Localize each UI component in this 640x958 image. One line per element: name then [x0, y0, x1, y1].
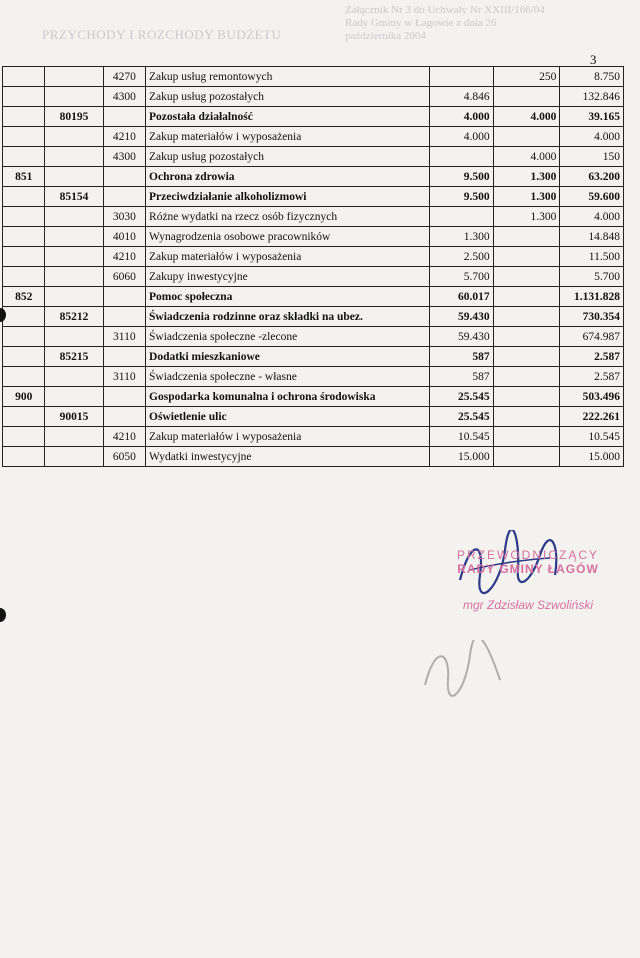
chapter-cell [45, 247, 103, 267]
chapter-cell [45, 367, 103, 387]
table-row [3, 67, 624, 87]
chapter-cell [45, 207, 103, 227]
decrease-cell: 10.545 [430, 427, 494, 447]
decrease-cell: 587 [430, 367, 494, 387]
section-cell [3, 227, 45, 247]
section-cell: 900 [3, 387, 45, 407]
amount-cell: 674.987 [560, 327, 624, 347]
amount-cell: 2.587 [560, 367, 624, 387]
amount-cell: 2.587 [560, 347, 624, 367]
name-cell: Zakup materiałów i wyposażenia [146, 247, 430, 267]
chapter-cell [45, 167, 103, 187]
decrease-cell: 4.000 [430, 107, 494, 127]
section-cell: 851 [3, 167, 45, 187]
chapter-cell [45, 327, 103, 347]
increase-cell: 1.300 [493, 167, 560, 187]
table-row [3, 187, 624, 207]
amount-cell: 730.354 [560, 307, 624, 327]
section-cell [3, 127, 45, 147]
decrease-cell: 1.300 [430, 227, 494, 247]
table-row [3, 227, 624, 247]
amount-cell: 5.700 [560, 267, 624, 287]
decrease-cell: 60.017 [430, 287, 494, 307]
section-cell: 852 [3, 287, 45, 307]
table-row [3, 207, 624, 227]
paragraph-cell: 4010 [103, 227, 145, 247]
paragraph-cell: 6060 [103, 267, 145, 287]
table-row [3, 147, 624, 167]
section-cell [3, 307, 45, 327]
table-row [3, 87, 624, 107]
paragraph-cell [103, 347, 145, 367]
chapter-cell [45, 127, 103, 147]
section-cell [3, 247, 45, 267]
name-cell: Ochrona zdrowia [146, 167, 430, 187]
increase-cell: 1.300 [493, 187, 560, 207]
section-cell [3, 267, 45, 287]
decrease-cell: 59.430 [430, 307, 494, 327]
budget-table [2, 66, 624, 467]
chapter-cell [45, 387, 103, 407]
chapter-cell [45, 147, 103, 167]
section-cell [3, 327, 45, 347]
ghost-signature-icon [420, 640, 510, 700]
table-row [3, 327, 624, 347]
name-cell: Przeciwdziałanie alkoholizmowi [146, 187, 430, 207]
amount-cell: 1.131.828 [560, 287, 624, 307]
decrease-cell: 9.500 [430, 167, 494, 187]
increase-cell [493, 267, 560, 287]
increase-cell [493, 247, 560, 267]
table-row [3, 407, 624, 427]
paragraph-cell: 4210 [103, 427, 145, 447]
name-cell: Świadczenia społeczne -zlecone [146, 327, 430, 347]
name-cell: Zakupy inwestycyjne [146, 267, 430, 287]
decrease-cell: 9.500 [430, 187, 494, 207]
table-row [3, 447, 624, 467]
table-row [3, 287, 624, 307]
increase-cell [493, 87, 560, 107]
amount-cell: 150 [560, 147, 624, 167]
name-cell: Zakup usług remontowych [146, 67, 430, 87]
name-cell: Gospodarka komunalna i ochrona środowiska [146, 387, 430, 407]
table-row [3, 367, 624, 387]
decrease-cell: 4.000 [430, 127, 494, 147]
chapter-cell: 85212 [45, 307, 103, 327]
chapter-cell [45, 427, 103, 447]
paragraph-cell: 6050 [103, 447, 145, 467]
chapter-cell [45, 267, 103, 287]
increase-cell: 250 [493, 67, 560, 87]
amount-cell: 4.000 [560, 127, 624, 147]
increase-cell [493, 307, 560, 327]
paragraph-cell: 3030 [103, 207, 145, 227]
amount-cell: 11.500 [560, 247, 624, 267]
stamp-line-2: RADY GMINY ŁAGÓW [457, 562, 599, 576]
stamp-line-3: mgr Zdzisław Szwoliński [462, 598, 594, 612]
amount-cell: 222.261 [560, 407, 624, 427]
ghost-subtitle: Załącznik Nr 3 do Uchwały Nr XXIII/166/04 Rady Gminy w Łagowie z dnia 26 października 2004 [345, 4, 545, 42]
punch-hole-icon [0, 608, 6, 622]
section-cell [3, 187, 45, 207]
increase-cell [493, 447, 560, 467]
paragraph-cell [103, 387, 145, 407]
paragraph-cell: 4300 [103, 87, 145, 107]
table-row [3, 387, 624, 407]
decrease-cell: 4.846 [430, 87, 494, 107]
paragraph-cell: 3110 [103, 327, 145, 347]
stamp-line-1: PRZEWODNICZĄCY [457, 548, 599, 562]
increase-cell: 1.300 [493, 207, 560, 227]
paragraph-cell [103, 407, 145, 427]
chapter-cell [45, 67, 103, 87]
increase-cell: 4.000 [493, 147, 560, 167]
section-cell [3, 67, 45, 87]
amount-cell: 14.848 [560, 227, 624, 247]
decrease-cell [430, 147, 494, 167]
chapter-cell [45, 287, 103, 307]
name-cell: Oświetlenie ulic [146, 407, 430, 427]
amount-cell: 10.545 [560, 427, 624, 447]
name-cell: Świadczenia społeczne - własne [146, 367, 430, 387]
paragraph-cell [103, 187, 145, 207]
paragraph-cell [103, 167, 145, 187]
name-cell: Zakup usług pozostałych [146, 147, 430, 167]
decrease-cell: 15.000 [430, 447, 494, 467]
amount-cell: 15.000 [560, 447, 624, 467]
ghost-title: PRZYCHODY I ROZCHODY BUDŻETU [42, 27, 282, 42]
chapter-cell [45, 227, 103, 247]
paragraph-cell: 3110 [103, 367, 145, 387]
name-cell: Świadczenia rodzinne oraz składki na ubez. [146, 307, 430, 327]
table-row [3, 267, 624, 287]
decrease-cell: 25.545 [430, 407, 494, 427]
increase-cell [493, 407, 560, 427]
table-row [3, 107, 624, 127]
chapter-cell [45, 447, 103, 467]
name-cell: Zakup materiałów i wyposażenia [146, 427, 430, 447]
table-row [3, 307, 624, 327]
chapter-cell [45, 87, 103, 107]
section-cell [3, 407, 45, 427]
section-cell [3, 147, 45, 167]
decrease-cell: 5.700 [430, 267, 494, 287]
paragraph-cell [103, 107, 145, 127]
amount-cell: 63.200 [560, 167, 624, 187]
decrease-cell: 59.430 [430, 327, 494, 347]
amount-cell: 503.496 [560, 387, 624, 407]
name-cell: Pozostała działalność [146, 107, 430, 127]
name-cell: Zakup materiałów i wyposażenia [146, 127, 430, 147]
paragraph-cell: 4270 [103, 67, 145, 87]
name-cell: Wydatki inwestycyjne [146, 447, 430, 467]
amount-cell: 59.600 [560, 187, 624, 207]
increase-cell [493, 387, 560, 407]
decrease-cell: 2.500 [430, 247, 494, 267]
increase-cell [493, 127, 560, 147]
table-row [3, 247, 624, 267]
table-row [3, 347, 624, 367]
paragraph-cell: 4210 [103, 127, 145, 147]
decrease-cell: 25.545 [430, 387, 494, 407]
paragraph-cell: 4210 [103, 247, 145, 267]
increase-cell [493, 347, 560, 367]
decrease-cell [430, 207, 494, 227]
decrease-cell [430, 67, 494, 87]
section-cell [3, 367, 45, 387]
section-cell [3, 427, 45, 447]
paragraph-cell [103, 307, 145, 327]
section-cell [3, 107, 45, 127]
page-number: 3 [590, 52, 597, 67]
paragraph-cell [103, 287, 145, 307]
table-row [3, 127, 624, 147]
name-cell: Dodatki mieszkaniowe [146, 347, 430, 367]
section-cell [3, 87, 45, 107]
chairman-stamp [428, 548, 628, 612]
name-cell: Pomoc społeczna [146, 287, 430, 307]
name-cell: Wynagrodzenia osobowe pracowników [146, 227, 430, 247]
amount-cell: 4.000 [560, 207, 624, 227]
section-cell [3, 347, 45, 367]
name-cell: Zakup usług pozostałych [146, 87, 430, 107]
table-row [3, 167, 624, 187]
chapter-cell: 85215 [45, 347, 103, 367]
chapter-cell: 85154 [45, 187, 103, 207]
chapter-cell: 90015 [45, 407, 103, 427]
amount-cell: 132.846 [560, 87, 624, 107]
section-cell [3, 207, 45, 227]
name-cell: Różne wydatki na rzecz osób fizycznych [146, 207, 430, 227]
amount-cell: 8.750 [560, 67, 624, 87]
decrease-cell: 587 [430, 347, 494, 367]
increase-cell [493, 327, 560, 347]
increase-cell [493, 287, 560, 307]
chapter-cell: 80195 [45, 107, 103, 127]
paragraph-cell: 4300 [103, 147, 145, 167]
increase-cell [493, 367, 560, 387]
increase-cell [493, 427, 560, 447]
table-row [3, 427, 624, 447]
increase-cell [493, 227, 560, 247]
section-cell [3, 447, 45, 467]
increase-cell: 4.000 [493, 107, 560, 127]
amount-cell: 39.165 [560, 107, 624, 127]
